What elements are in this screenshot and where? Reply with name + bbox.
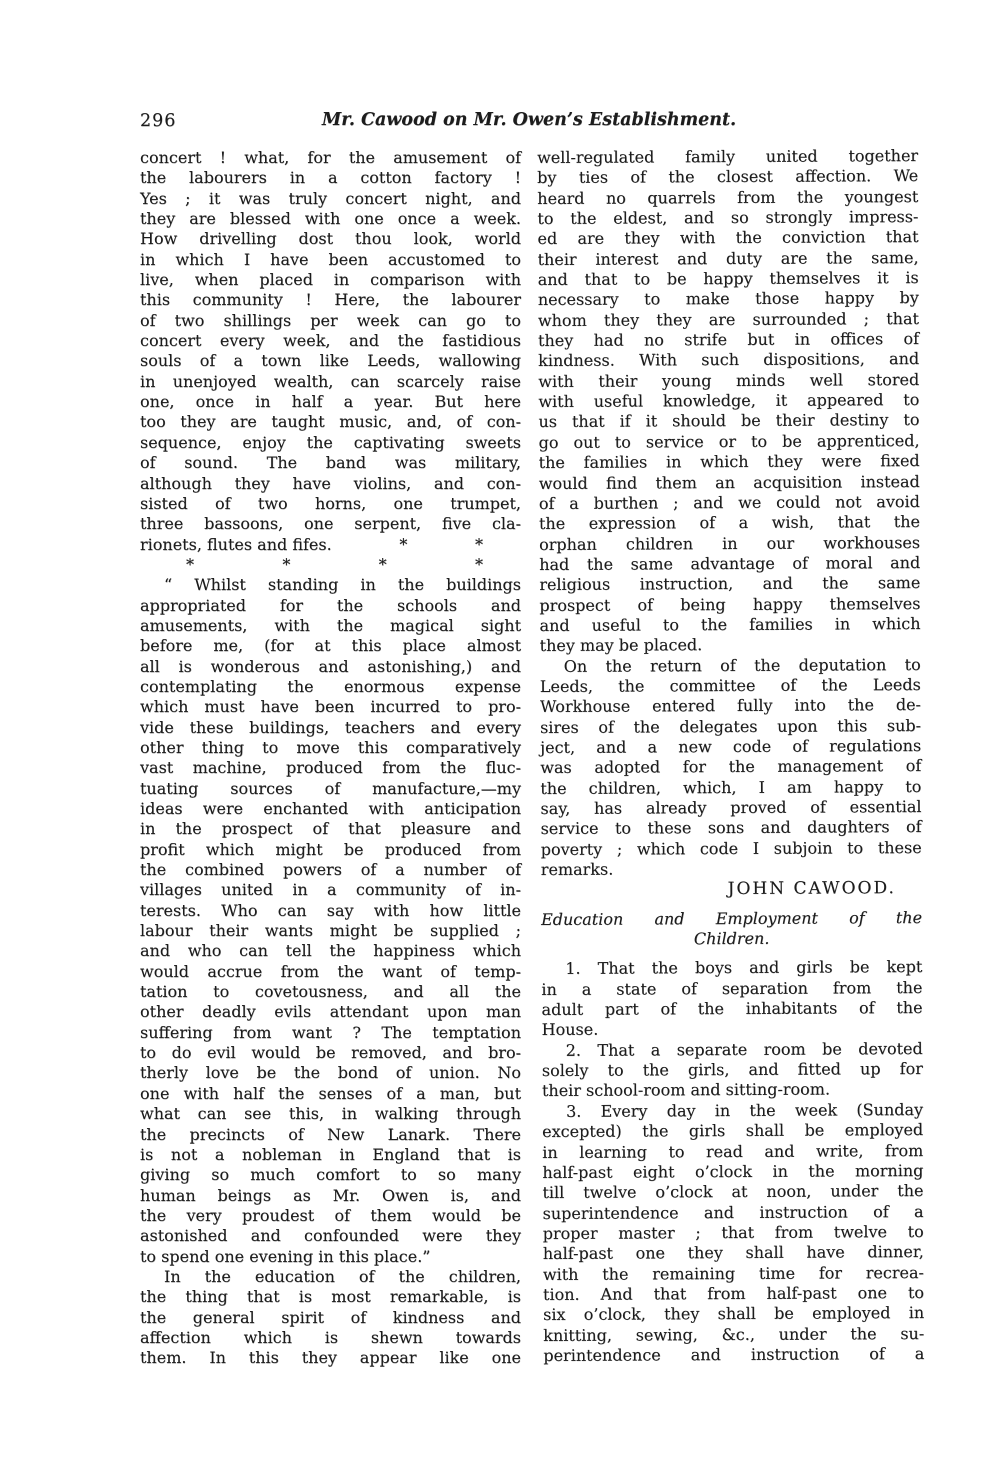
text-line: by ties of the closest affection. We [537, 166, 919, 188]
text-line: religious instruction, and the same [539, 573, 921, 595]
text-line: solely to the girls, and fitted up for [541, 1059, 923, 1081]
text-line: profit which might be produced from [140, 839, 521, 859]
text-line: the labourers in a cotton factory ! [140, 168, 521, 188]
text-line: poverty ; which code I subjoin to these [540, 837, 922, 859]
text-line: half-past eight o’clock in the morning [542, 1160, 924, 1182]
text-line: the thing that is most remarkable, is [140, 1287, 521, 1307]
text-line: with useful knowledge, it appeared to [538, 390, 920, 412]
text-line: perintendence and instruction of a [543, 1343, 925, 1365]
text-line: ject, and a new code of regulations [540, 735, 922, 757]
text-columns [140, 146, 925, 1369]
text-line: concert ! what, for the amusement of [140, 148, 521, 167]
text-line: to spend one evening in this place.” [140, 1246, 431, 1266]
text-line: In the education of the children, [164, 1266, 521, 1286]
text-line: live, when placed in comparison with [140, 270, 521, 290]
text-line: what can see this, in walking through [140, 1104, 521, 1124]
text-line: the very proudest of them would be [140, 1205, 521, 1225]
text-line: contemplating the enormous expense [140, 676, 521, 696]
text-line [140, 555, 521, 575]
text-line: kindness. With such dispositions, and [538, 349, 920, 371]
text-line: their school-room and sitting-room. [541, 1079, 831, 1101]
text-line: terests. Who can say with how little [140, 900, 521, 920]
text-line: well-regulated family united together [537, 146, 919, 167]
text-line: the combined powers of a number of [140, 860, 521, 880]
text-line: of sound. The band was military, [140, 453, 521, 473]
text-line: House. [541, 1020, 599, 1040]
text-line: vide these buildings, teachers and every [140, 717, 521, 737]
text-line: knitting, sewing, &c., under the su- [543, 1323, 925, 1345]
text-line: Children. [693, 928, 770, 949]
text-line: they may be placed. [539, 635, 703, 656]
text-line: to the eldest, and so strongly impress- [537, 207, 919, 229]
text-line: had the same advantage of moral and [539, 552, 921, 574]
text-line: they had no strife but in offices of [537, 329, 920, 351]
text-line: remarks. [540, 859, 614, 880]
text-line: JOHN CAWOOD. [727, 878, 896, 900]
page-header [140, 110, 918, 137]
text-line: vast machine, produced from the fluc- [140, 758, 521, 778]
text-line: was adopted for the management of [540, 756, 922, 778]
text-line: astonished and confounded were they [140, 1226, 521, 1246]
text-line: one with half the senses of a man, but [140, 1083, 521, 1103]
text-line: and that to be happy themselves it is [537, 268, 919, 290]
text-line: villages united in a community of in- [140, 880, 521, 900]
text-line: is not a nobleman in England that is [140, 1144, 521, 1164]
text-line: heard no quarrels from the youngest [537, 186, 919, 208]
text-line: the precincts of New Lanark. There [140, 1124, 521, 1144]
text-line: to do evil would be removed, and bro- [140, 1043, 521, 1063]
text-line: affection which is shewn towards [140, 1327, 521, 1347]
text-line: tation to covetousness, and all the [140, 982, 521, 1002]
text-line: orphan children in our workhouses [539, 532, 921, 554]
text-line: 2. That a separate room be devoted [565, 1038, 923, 1060]
text-line: concert every week, and the fastidious [140, 331, 521, 351]
text-line: tion. And that from half-past one to [542, 1282, 925, 1304]
text-line: of two shillings per week can go to [140, 310, 521, 330]
text-line: ed are they with the conviction that [537, 227, 919, 249]
text-line: and useful to the families in which [539, 613, 921, 635]
text-line: of a burthen ; and we could not avoid [538, 491, 920, 513]
text-line: before me, (for at this place almost [140, 636, 521, 656]
text-line: and who can tell the happiness which [140, 941, 521, 961]
text-line: suffering from want ? The temptation [140, 1022, 521, 1042]
text-line: in which I have been accustomed to [140, 249, 521, 269]
text-line: would find them an acquisition instead [538, 471, 920, 493]
text-line: this community ! Here, the labourer [140, 290, 521, 310]
text-line: half-past one they shall have dinner, [542, 1242, 924, 1264]
text-line: 3. Every day in the week (Sunday [565, 1099, 924, 1121]
text-line: Education and Employment of the [540, 907, 923, 929]
text-line: in the prospect of that pleasure and [140, 819, 521, 839]
text-line: labour their wants might be supplied ; [140, 921, 521, 941]
text-line: On the return of the deputation to [563, 654, 921, 676]
text-line: the general spirit of kindness and [140, 1307, 521, 1327]
text-line: they are blessed with one once a week. [140, 209, 521, 229]
text-line: superintendence and instruction of a [542, 1201, 924, 1223]
text-line: their interest and duty are the same, [537, 247, 919, 269]
text-line: which must have been incurred to pro- [140, 697, 521, 717]
text-line: 1. That the boys and girls be kept [565, 957, 923, 979]
asterisk-separator: * [282, 554, 291, 574]
text-line: adult part of the inhabitants of the [541, 998, 923, 1020]
text-line: proper master ; that from twelve to [542, 1221, 924, 1243]
asterisk-separator: * [186, 554, 194, 574]
asterisk-separator: * [475, 534, 483, 554]
text-line: sires of the delegates upon this sub- [539, 715, 922, 737]
text-line: “ Whilst standing in the buildings [164, 575, 521, 595]
text-line: tuating sources of manufacture,—my [140, 778, 521, 798]
text-line [140, 535, 521, 555]
text-line: service to these sons and daughters of [540, 817, 922, 839]
text-line: necessary to make those happy by [537, 288, 919, 310]
text-line: whom they they are surrounded ; that [537, 308, 919, 330]
text-line: one, once in half a year. But here [140, 392, 521, 412]
text-line: human beings as Mr. Owen is, and [140, 1185, 521, 1205]
text-block [140, 110, 925, 1369]
right-column [537, 146, 924, 1369]
asterisk-separator: * [474, 554, 483, 574]
text-line: the expression of a wish, that the [538, 512, 921, 534]
text-line: sisted of two horns, one trumpet, [140, 493, 521, 513]
page-number: 296 [140, 111, 177, 131]
text-line: souls of a town like Leeds, wallowing [140, 351, 521, 371]
text-line: sequence, enjoy the captivating sweets [140, 432, 521, 452]
text-line: in unenjoyed wealth, can scarcely raise [140, 371, 521, 391]
text-line: giving so much comfort to so many [140, 1165, 521, 1185]
text-line: appropriated for the schools and [140, 595, 521, 615]
text-line: other thing to move this comparatively [140, 737, 521, 757]
text-line: the families in which they were fixed [538, 451, 920, 473]
text-line: How drivelling dost thou look, world [140, 229, 521, 249]
text-line: although they have violins, and con- [140, 473, 521, 493]
text-line: would accrue from the want of temp- [140, 961, 521, 981]
text-line: too they are taught music, and, of con- [140, 412, 521, 432]
text-line: three bassoons, one serpent, five cla- [140, 514, 521, 534]
text-line: other deadly evils attendant upon man [140, 1002, 521, 1022]
text-line: prospect of being happy themselves [539, 593, 921, 615]
text-line: the children, which, I am happy to [540, 776, 922, 798]
text-line: till twelve o’clock at noon, under the [542, 1181, 924, 1203]
text-line: six o’clock, they shall be employed in [543, 1303, 925, 1325]
text-line: them. In this they appear like one [140, 1348, 521, 1368]
text-line: amusements, with the magical sight [140, 615, 521, 635]
text-line: go out to service or to be apprenticed, [538, 430, 920, 452]
text-line: in learning to read and write, from [542, 1140, 924, 1162]
asterisk-separator: * [378, 554, 387, 574]
text-line: in a state of separation from the [541, 977, 923, 999]
text-line: Workhouse entered fully into the de- [539, 695, 921, 717]
text-line: Leeds, the committee of the Leeds [539, 674, 921, 696]
text-line: therly love be the bond of union. No [140, 1063, 521, 1083]
text-line: ideas were enchanted with anticipation [140, 799, 521, 818]
text-line: with their young minds well stored [538, 369, 920, 391]
text-line: us that if it should be their destiny to [538, 410, 920, 432]
text-line: say, has already proved of essential [540, 796, 922, 818]
asterisk-separator: * [399, 534, 408, 554]
text-fragment: rionets, flutes and fifes. [140, 534, 332, 554]
text-line: excepted) the girls shall be employed [542, 1120, 924, 1142]
left-column [140, 148, 521, 1369]
running-title: Mr. Cawood on Mr. Owen’s Establishment. [321, 110, 737, 130]
text-line: with the remaining time for recrea- [542, 1262, 924, 1284]
text-line: all is wonderous and astonishing,) and [140, 656, 521, 676]
text-line: Yes ; it was truly concert night, and [140, 188, 521, 208]
